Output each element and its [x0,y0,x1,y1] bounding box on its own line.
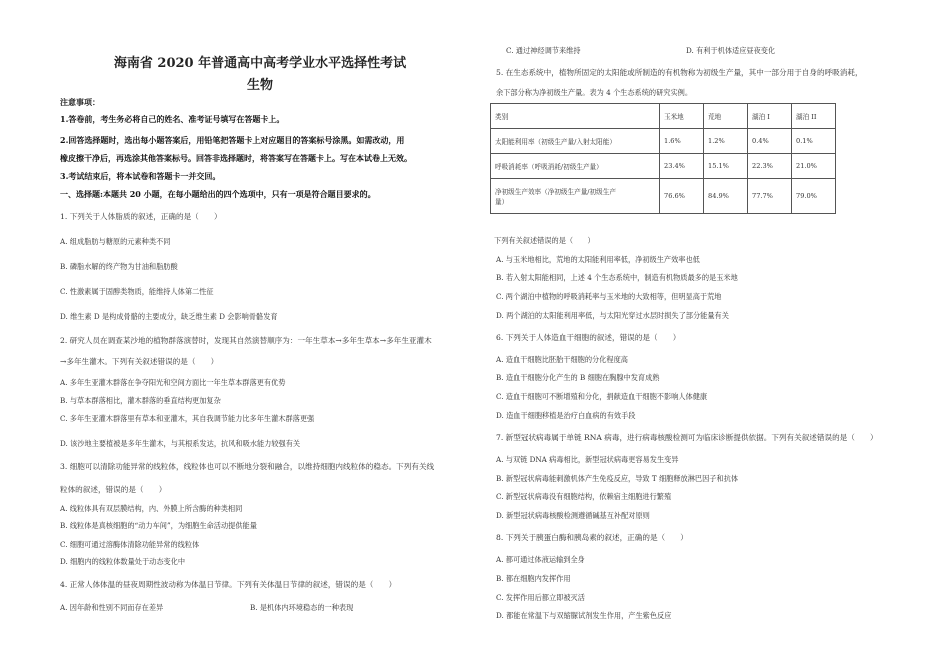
option-line: B. 线粒体是真核细胞的“动力车间”，为细胞生命活动提供能量 [60,521,257,530]
table-cell: 22.3% [748,154,792,179]
table-cell: 0.1% [792,129,836,154]
question-line: 下列有关叙述错误的是（ ） [494,236,595,245]
option-line: C. 两个湖泊中植物的呼吸消耗率与玉米地的大致相等，但明显高于荒地 [496,292,722,301]
option-line: B. 磷脂水解的终产物为甘油和脂肪酸 [60,262,178,271]
option-line: A. 组成脂肪与糖原的元素种类不同 [60,237,171,246]
table-row [491,179,836,214]
table-header-cell: 玉米地 [660,104,704,129]
table-header-cell: 湖泊 I [748,104,792,129]
notice-item: 1.答卷前，考生务必将自己的姓名、准考证号填写在答题卡上。 [60,114,285,124]
question-6: 6. 下列关于人体造血干细胞的叙述，错误的是（ ） [496,333,681,342]
option-line: D. 造血干细胞移植是治疗白血病的有效手段 [496,411,636,420]
table-cell: 23.4% [660,154,704,179]
table-cell: 呼吸消耗率（呼吸消耗/初级生产量） [491,154,660,179]
question-1: 1. 下列关于人体脂质的叙述，正确的是（ ） [60,212,222,221]
table-cell: 15.1% [704,154,748,179]
notice-item: 2.回答选择题时，选出每小题答案后，用铅笔把答题卡上对应题目的答案标号涂黑。如需改动，用 [60,135,405,145]
option-line: B. 若入射太阳能相同，上述 4 个生态系统中，制造有机物质最多的是玉米地 [496,273,738,282]
option-line: B. 造血干细胞分化产生的 B 细胞在胸腺中发育成熟 [496,373,660,382]
option-line: A. 因年龄和性别不同而存在差异 [60,603,164,612]
exam-title: 海南省 2020 年普通高中高考学业水平选择性考试 [113,56,407,71]
table-header-cell: 湖泊 II [792,104,836,129]
option-line: A. 多年生亚灌木群落在争夺阳光和空间方面比一年生草本群落更有优势 [60,378,286,387]
option-line: D. 都能在常温下与双缩脲试剂发生作用，产生紫色反应 [496,611,672,620]
question-4: 4. 正常人体体温的昼夜周期性波动称为体温日节律。下列有关体温日节律的叙述，错误的是（ ） [60,580,397,589]
option-line: A. 与双链 DNA 病毒相比，新型冠状病毒更容易发生变异 [496,455,679,464]
option-line: B. 新型冠状病毒能刺激机体产生免疫反应，导致 T 细胞释放淋巴因子和抗体 [496,474,739,483]
option-line: C. 通过神经调节来维持 [506,46,581,55]
option-line: C. 造血干细胞可不断增殖和分化，捐献造血干细胞不影响人体健康 [496,392,708,401]
notice-item: 3.考试结束后，将本试卷和答题卡一并交回。 [60,171,221,181]
question-8: 8. 下列关于胰蛋白酶和胰岛素的叙述，正确的是（ ） [496,533,688,542]
option-line: B. 是机体内环境稳态的一种表现 [250,603,354,612]
table-header-cell: 荒地 [704,104,748,129]
option-line: C. 发挥作用后都立即被灭活 [496,593,585,602]
table-cell: 79.0% [792,179,836,214]
option-line: A. 造血干细胞比胚胎干细胞的分化程度高 [496,355,628,364]
option-line: A. 与玉米地相比，荒地的太阳能利用率低，净初级生产效率也低 [496,255,700,264]
table-cell: 21.0% [792,154,836,179]
table-cell: 1.2% [704,129,748,154]
option-line: B. 与草本群落相比，灌木群落的垂直结构更加复杂 [60,396,221,405]
question-5: 5. 在生态系统中，植物所固定的太阳能或所制造的有机物称为初级生产量，其中一部分用于自身的呼吸消耗， [496,68,863,77]
question-3: 3. 细胞可以清除功能异常的线粒体，线粒体也可以不断地分裂和融合，以维持细胞内线粒体的稳态。下列有关线 [60,462,435,471]
option-line: D. 新型冠状病毒核酸检测遵循碱基互补配对原则 [496,511,650,520]
option-line: C. 多年生亚灌木群落里有草本和亚灌木，其自我调节能力比多年生灌木群落更强 [60,414,315,423]
table-cell: 84.9% [704,179,748,214]
table-header-row [491,104,836,129]
table-cell: 0.4% [748,129,792,154]
table-row [491,154,836,179]
question-line: 粒体的叙述，错误的是（ ） [60,485,167,494]
option-line: D. 两个湖泊的太阳能利用率低，与太阳光穿过水层时损失了部分能量有关 [496,311,729,320]
notice-item: 橡皮擦干净后，再选涂其他答案标号。回答非选择题时，将答案写在答题卡上。写在本试卷上无效。 [60,153,412,163]
option-line: B. 都在细胞内发挥作用 [496,574,571,583]
table-cell: 1.6% [660,129,704,154]
question-line: 余下部分称为净初级生产量。表为 4 个生态系统的研究实例。 [496,88,693,97]
option-line: D. 有利于机体适应昼夜变化 [686,46,776,55]
option-line: C. 细胞可通过溶酶体清除功能异常的线粒体 [60,540,200,549]
notice-heading: 注意事项： [60,97,100,107]
subject-title: 生物 [246,78,273,93]
option-line: C. 新型冠状病毒没有细胞结构，依赖宿主细胞进行繁殖 [496,492,672,501]
table-cell-line: 净初级生产效率（净初级生产量/初级生产 [495,188,616,196]
data-table [490,103,836,214]
option-line: C. 性激素属于固醇类物质，能维持人体第二性征 [60,287,214,296]
table-cell: 76.6% [660,179,704,214]
table-cell [491,179,660,214]
question-line: →多年生灌木。下列有关叙述错误的是（ ） [60,357,219,366]
table-cell-line: 量） [495,198,509,206]
question-7: 7. 新型冠状病毒属于单链 RNA 病毒，进行病毒核酸检测可为临床诊断提供依据。下列有关叙述错误的是（ ） [496,433,878,442]
section-heading: 一、选择题:本题共 20 小题，在每小题给出的四个选项中，只有一项是符合题目要求的。 [60,189,376,199]
option-line: A. 都可通过体液运输到全身 [496,555,585,564]
option-line: D. 维生素 D 是构成骨骼的主要成分，缺乏维生素 D 会影响骨骼发育 [60,312,278,321]
option-line: D. 细胞内的线粒体数量处于动态变化中 [60,557,186,566]
question-2: 2. 研究人员在调查某沙地的植物群落演替时，发现其自然演替顺序为：一年生草本→多年生草本→多年生亚灌木 [60,336,432,345]
table-cell: 太阳能利用率（初级生产量/入射太阳能） [491,129,660,154]
table-cell: 77.7% [748,179,792,214]
option-line: D. 该沙地主要植被是多年生灌木，与其根系发达，抗风和吸水能力较强有关 [60,439,301,448]
table-row [491,129,836,154]
option-line: A. 线粒体具有双层膜结构，内、外膜上所含酶的种类相同 [60,504,243,513]
table-header-cell: 类别 [491,104,660,129]
